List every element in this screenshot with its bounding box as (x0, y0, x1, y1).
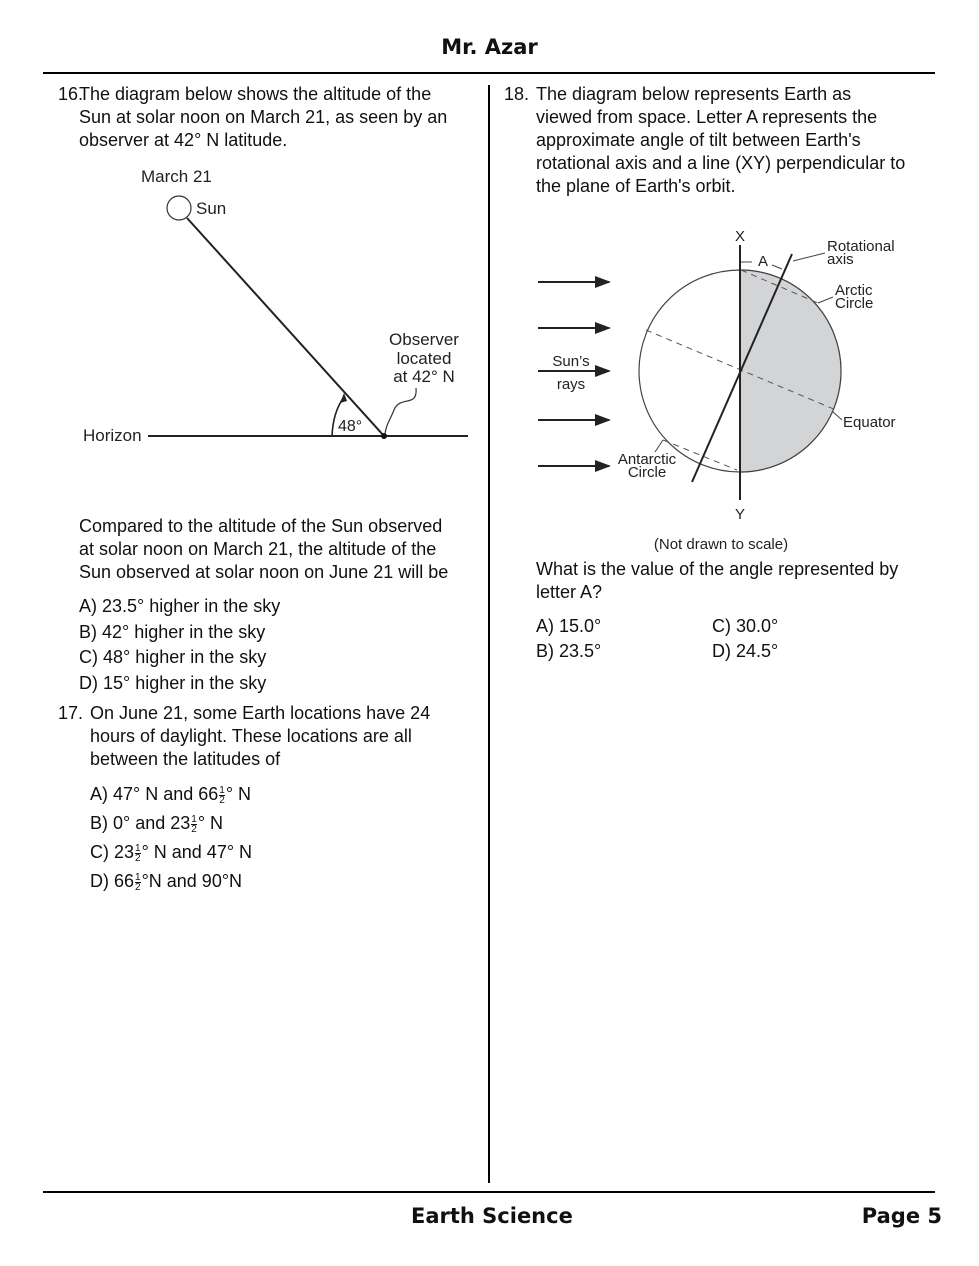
choice-text: D) 66 (90, 871, 135, 891)
angle-label: 48° (338, 418, 363, 435)
q16-number: 16. (58, 84, 84, 104)
q17-choices (90, 780, 252, 896)
choice-text: °N and 90°N (141, 871, 243, 891)
q16-choices (79, 594, 280, 696)
q18-question (536, 558, 898, 604)
q16-question-line: Compared to the altitude of the Sun observed (79, 516, 443, 536)
q18-stem-line: viewed from space. Letter A represents the (536, 107, 878, 127)
q18-number: 18. (504, 84, 530, 104)
q16-stem-line: observer at 42° N latitude. (79, 130, 288, 150)
choice-c[interactable]: C) 48° higher in the sky (79, 647, 267, 667)
sun-label: Sun (196, 199, 227, 218)
q18-question-line: What is the value of the angle represented by (536, 559, 899, 579)
fraction-half: $\frac{1}{2}$ (135, 871, 141, 893)
earth-tilt-diagram (0, 0, 979, 560)
x-label: X (735, 228, 746, 245)
q18-stem-line: rotational axis and a line (XY) perpendicular to (536, 153, 906, 173)
choice-a[interactable]: A) 23.5° higher in the sky (79, 596, 281, 616)
footer-page: Page 5 (861, 1204, 942, 1228)
choice-c[interactable]: C) 30.0° (712, 616, 779, 636)
choice-text: ° N (197, 813, 224, 833)
observer-label: Observer (389, 330, 459, 349)
footer-rule (43, 1191, 935, 1193)
sun-rays-arrows (538, 282, 609, 466)
choice-d[interactable] (90, 867, 252, 896)
rotational-label: axis (827, 251, 854, 268)
q17-number: 17. (58, 703, 84, 723)
observer-label: at 42° N (393, 367, 455, 386)
choice-text: ° N (225, 784, 252, 804)
sun-rays-label: Sun’s (552, 353, 590, 370)
choice-text: B) 0° and 23 (90, 813, 191, 833)
q17-stem (90, 702, 430, 771)
q17-stem-line: On June 21, some Earth locations have 24 (90, 703, 431, 723)
choice-c[interactable] (90, 838, 252, 867)
q18-stem-line: approximate angle of tilt between Earth's (536, 130, 861, 150)
rotational-leader (793, 253, 825, 261)
q18-stem-line: the plane of Earth's orbit. (536, 176, 736, 196)
choice-b[interactable] (90, 809, 252, 838)
arctic-label: Arctic (835, 282, 873, 299)
fraction-half: $\frac{1}{2}$ (191, 813, 197, 835)
choice-a[interactable] (90, 780, 252, 809)
y-label: Y (735, 506, 746, 523)
rotational-label: Rotational (827, 238, 895, 255)
q17-stem-line: between the latitudes of (90, 749, 281, 769)
horizon-label: Horizon (83, 426, 142, 445)
choice-d[interactable]: D) 24.5° (712, 641, 779, 661)
antarctic-label: Circle (627, 464, 667, 481)
sun-rays-label: rays (556, 376, 586, 393)
choice-text: ° N and 47° N (141, 842, 253, 862)
q16-question-line: Sun observed at solar noon on June 21 will be (79, 562, 449, 582)
fraction-half: $\frac{1}{2}$ (219, 784, 225, 806)
observer-label: located (396, 349, 452, 368)
choice-text: A) 47° N and 66 (90, 784, 219, 804)
scale-note: (Not drawn to scale) (653, 536, 789, 553)
q16-stem-line: Sun at solar noon on March 21, as seen by an (79, 107, 448, 127)
antarctic-label: Antarctic (617, 451, 677, 468)
q16-stem-line: The diagram below shows the altitude of the (79, 84, 432, 104)
fraction-half: $\frac{1}{2}$ (135, 842, 141, 864)
choice-text: C) 23 (90, 842, 135, 862)
choice-a[interactable]: A) 15.0° (536, 616, 602, 636)
date-label: March 21 (141, 167, 212, 186)
q18-stem-line: The diagram below represents Earth as (536, 84, 852, 104)
header-title: Mr. Azar (441, 35, 538, 59)
equator-leader (832, 411, 842, 420)
choice-b[interactable]: B) 23.5° (536, 641, 602, 661)
q16-question-line: at solar noon on March 21, the altitude of the (79, 539, 437, 559)
equator-label: Equator (843, 414, 896, 431)
arctic-label: Circle (835, 295, 874, 312)
a-label: A (758, 253, 769, 270)
footer-subject: Earth Science (411, 1204, 573, 1228)
q18-question-line: letter A? (536, 582, 603, 602)
choice-d[interactable]: D) 15° higher in the sky (79, 672, 267, 693)
choice-b[interactable]: B) 42° higher in the sky (79, 621, 266, 642)
q17-stem-line: hours of daylight. These locations are all (90, 726, 412, 746)
arctic-leader (818, 297, 833, 303)
